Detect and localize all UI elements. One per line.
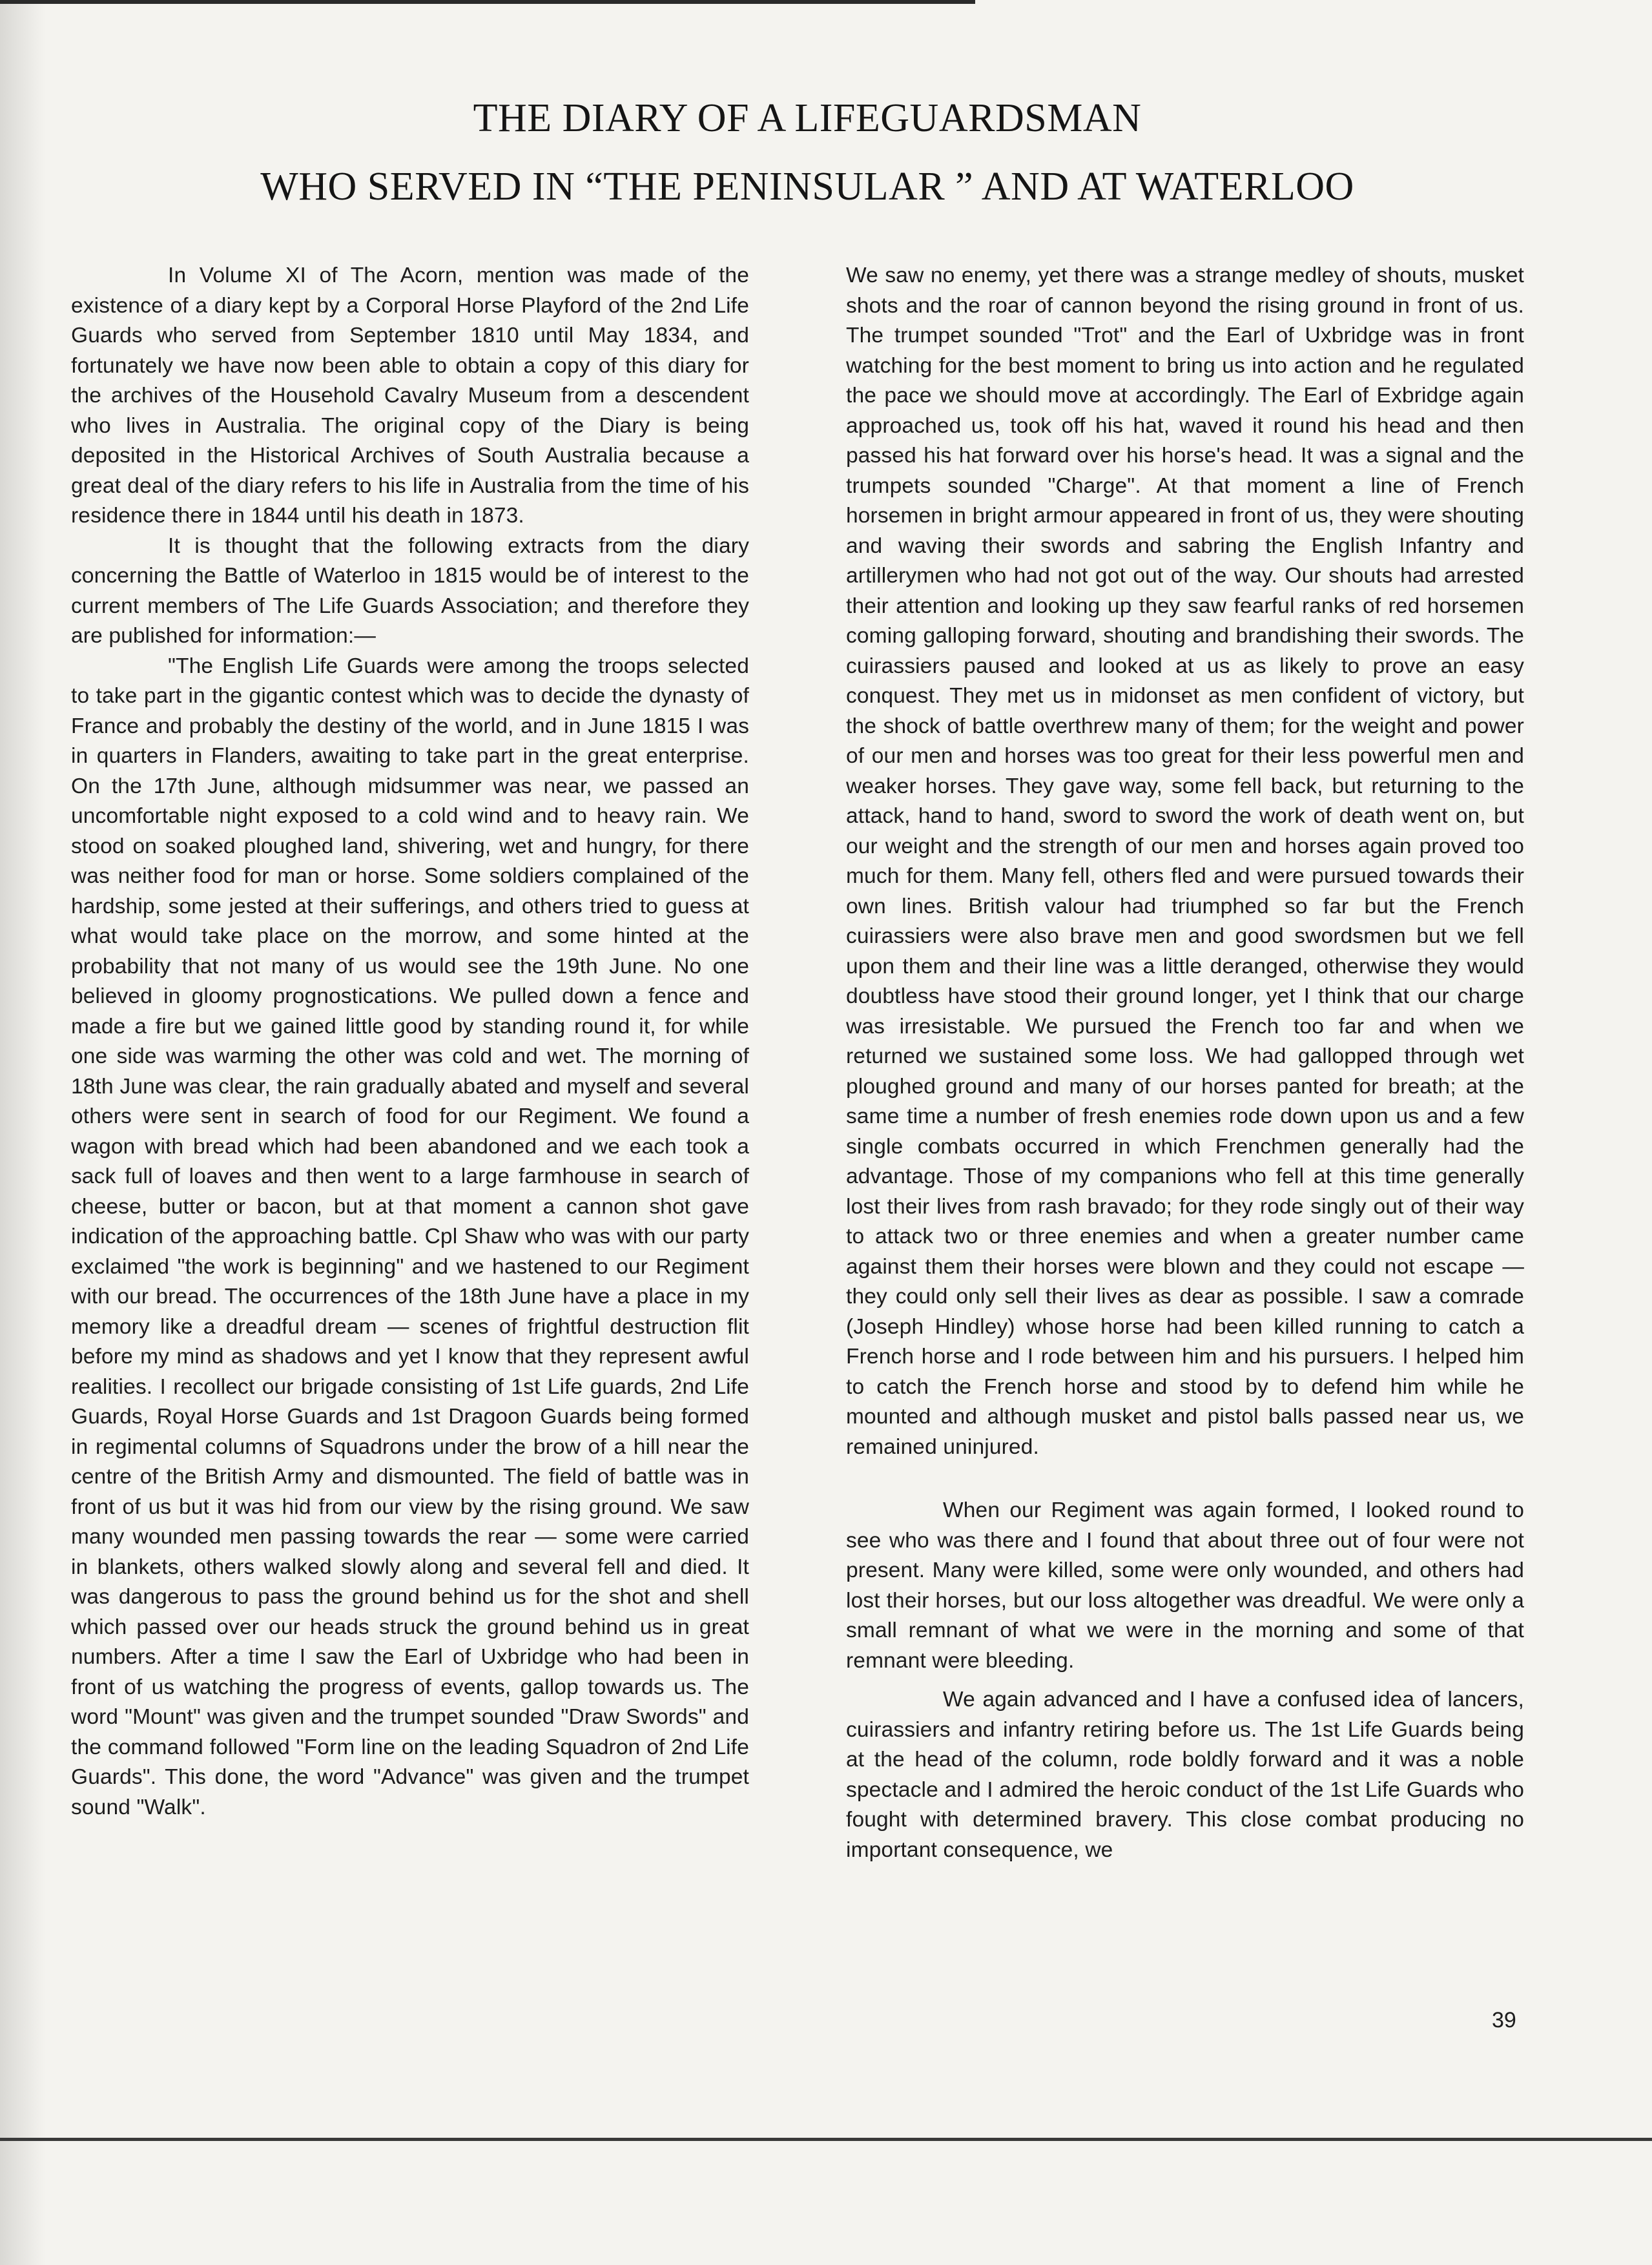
article-title xyxy=(97,84,1518,221)
page-number: 39 xyxy=(1492,2008,1516,2032)
paragraph: It is thought that the following extracts from the diary concerning the Battle of Waterloo in 1815 would be of interest to the current members of The Life Guards Association; and therefore they are published for information:— xyxy=(71,533,749,648)
paragraph: When our Regiment was again formed, I looked round to see who was there and I found that about three out of four were not present. Many were killed, some were only wounded, and others had lost their horses, but our loss altogether was dreadful. We were only a small remnant of what we were in the morning and some of that remnant were bleeding. xyxy=(846,1498,1524,1673)
paragraph: In Volume XI of The Acorn, mention was made of the existence of a diary kept by a Corporal Horse Playford of the 2nd Life Guards who served from September 1810 until May 1834, and fortunately we have now been able to obtain a copy of this diary for the archives of the Household Cavalry Museum from a descendent who lives in Australia. The original copy of the Diary is being deposited in the Historical Archives of South Australia because a great deal of the diary refers to his life in Australia from the time of his residence there in 1844 until his death in 1873. xyxy=(71,264,749,528)
page-edge-shadow xyxy=(0,0,45,2265)
paragraph: We again advanced and I have a confused idea of lancers, cuirassiers and infantry retiring before us. The 1st Life Guards being at the head of the column, rode boldly forward and it was a noble spectacle and I admired the heroic conduct of the 1st Life Guards who fought with determined bravery. This close combat producing no important consequence, we xyxy=(846,1688,1524,1862)
paragraph: We saw no enemy, yet there was a strange medley of shouts, musket shots and the roar of cannon beyond the rising ground in front of us. The trumpet sounded "Trot" and the Earl of Uxbridge was in front watching for the best moment to bring us into action and he regulated the pace we should move at accordingly. The Earl of Exbridge again approached us, took off his hat, waved it round his head and then passed his hat forward over his horse's head. It was a signal and the trumpets sounded "Charge". At that moment a line of French horsemen in bright armour appeared in front of us, they were shouting and waving their swords and sabring the English Infantry and artillerymen who had not got out of the way. Our shouts had arrested their attention and looking up they saw fearful ranks of red horsemen coming galloping forward, shouting and brandishing their swords. The cuirassiers paused and looked at us as likely to prove an easy conquest. They met us in midonset as men confident of victory, but the shock of battle overthrew many of them; for the weight and power of our men and horses was too great for their less powerful men and weaker horses. They gave way, some fell back, but returning to the attack, hand to hand, sword to sword the work of death went on, but our weight and the strength of our men and horses again proved too much for them. Many fell, others fled and were pursued towards their own lines. British valour had triumphed so far but the French cuirassiers were also brave men and good swordsmen but we fell upon them and their line was a little deranged, otherwise they would doubtless have stood their ground longer, yet I think that our charge was irresistable. We pursued the French too far and when we returned we sustained some loss. We had gallopped through wet ploughed ground and many of our horses panted for breath; at the same time a number of fresh enemies rode down upon us and a few single combats occurred in which Frenchmen generally had the advantage. Those of my companions who fell at this time generally lost their lives from rash bravado; for they rode singly out of their way to attack two or three enemies and when a greater number came against them their horses were blown and they could not escape — they could only sell their lives as dear as possible. I saw a comrade (Joseph Hindley) whose horse had been killed running to catch a French horse and I rode between him and his pursuers. I helped him to catch the French horse and stood by to defend him while he mounted and although musket and pistol balls passed near us, we remained uninjured. xyxy=(846,264,1524,1459)
right-column xyxy=(846,261,1524,1865)
title-line-2: WHO SERVED IN “THE PENINSULAR ” AND AT WATERLOO xyxy=(260,165,1354,209)
bottom-rule xyxy=(0,2138,1652,2141)
top-rule xyxy=(0,0,975,4)
title-line-1: THE DIARY OF A LIFEGUARDSMAN xyxy=(473,96,1142,140)
left-column xyxy=(71,261,749,1823)
paragraph: "The English Life Guards were among the troops selected to take part in the gigantic contest which was to decide the dynasty of France and probably the destiny of the world, and in June 1815 I was in quarters in Flanders, awaiting to take part in the great enterprise. On the 17th June, although midsummer was near, we passed an uncomfortable night exposed to a cold wind and to heavy rain. We stood on soaked ploughed land, shivering, wet and hungry, for there was neither food for man or horse. Some soldiers complained of the hardship, some jested at their sufferings, and others tried to guess at what would take place on the morrow, and some hinted at the probability that not many of us would see the 19th June. No one believed in gloomy prognostications. We pulled down a fence and made a fire but we gained little good by standing round it, for while one side was warming the other was cold and wet. The morning of 18th June was clear, the rain gradually abated and myself and several others were sent in search of food for our Regiment. We found a wagon with bread which had been abandoned and we each took a sack full of loaves and then went to a large farmhouse in search of cheese, butter or bacon, but at that moment a cannon shot gave indication of the approaching battle. Cpl Shaw who was with our party exclaimed "the work is beginning" and we hastened to our Regiment with our bread. The occurrences of the 18th June have a place in my memory like a dreadful dream — scenes of frightful destruction flit before my mind as shadows and yet I know that they represent awful realities. I recollect our brigade consisting of 1st Life guards, 2nd Life Guards, Royal Horse Guards and 1st Dragoon Guards being formed in regimental columns of Squadrons under the brow of a hill near the centre of the British Army and dismounted. The field of battle was in front of us but it was hid from our view by the rising ground. We saw many wounded men passing towards the rear — some were carried in blankets, others walked slowly along and several fell and died. It was dangerous to pass the ground behind us for the shot and shell which passed over our heads struck the ground behind us in great numbers. After a time I saw the Earl of Uxbridge who had been in front of us watching the progress of events, gallop towards us. The word "Mount" was given and the trumpet sounded "Draw Swords" and the command followed "Form line on the leading Squadron of 2nd Life Guards". This done, the word "Advance" was given and the trumpet sound "Walk". xyxy=(71,654,749,1819)
